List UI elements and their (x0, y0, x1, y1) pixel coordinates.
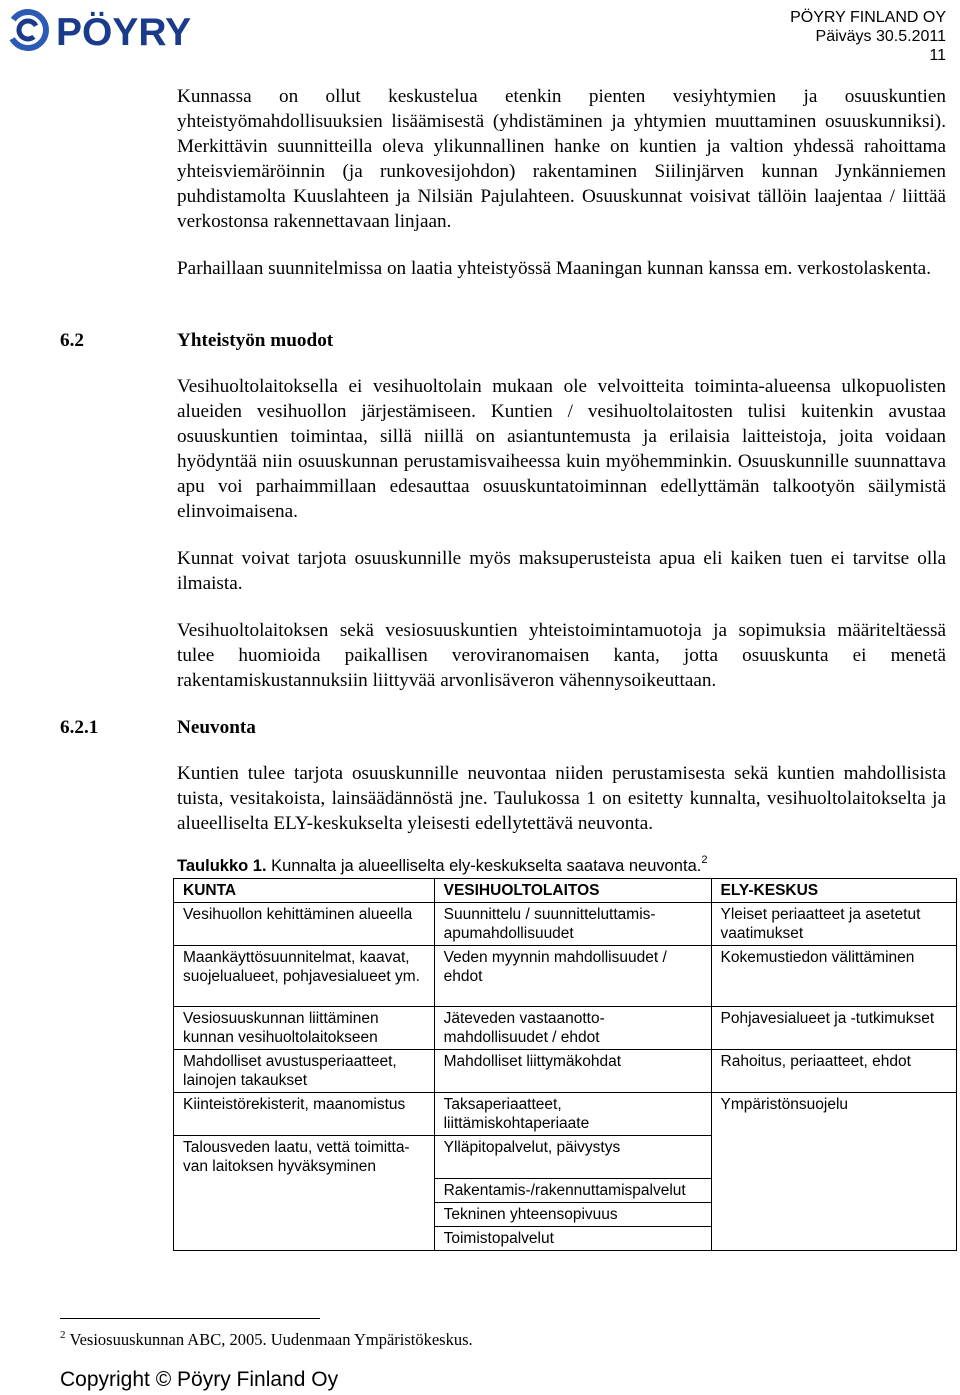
table-cell: Suunnittelu / suunnitteluttamis-apumahdollisuudet (434, 903, 711, 946)
table-cell: Jäteveden vastaanotto-mahdollisuudet / ehdot (434, 1007, 711, 1050)
poyry-logo-icon (6, 6, 246, 52)
table-row (174, 1007, 957, 1050)
table-row (174, 1226, 957, 1250)
table-cell: Toimistopalvelut (434, 1226, 711, 1250)
table-cell (711, 1202, 956, 1226)
section-number-6-2: 6.2 (60, 330, 84, 351)
table-cell: Veden myynnin mahdollisuudet / ehdot (434, 946, 711, 1007)
table-caption-label: Taulukko 1. (177, 857, 267, 875)
table-row (174, 1136, 957, 1179)
table-caption-footnote-ref: 2 (701, 854, 708, 866)
footnote-text: Vesiosuuskunnan ABC, 2005. Uudenmaan Ympäristökeskus. (69, 1330, 473, 1349)
table-cell (711, 1136, 956, 1179)
table-cell: Kiinteistörekisterit, maanomistus (174, 1093, 435, 1136)
table-cell (711, 1226, 956, 1250)
company-logo (6, 6, 246, 52)
table-cell: Talousveden laatu, vettä toimitta-van laitoksen hyväksyminen (174, 1136, 435, 1179)
table-cell (711, 1178, 956, 1202)
header-date: Päiväys 30.5.2011 (815, 28, 946, 45)
table-cell: Rahoitus, periaatteet, ehdot (711, 1050, 956, 1093)
table-row (174, 903, 957, 946)
table-cell: Vesiosuuskunnan liittäminen kunnan vesihuoltolaitokseen (174, 1007, 435, 1050)
footnote-number: 2 (60, 1329, 66, 1341)
table-cell (174, 1178, 435, 1202)
section-title-6-2-1: Neuvonta (177, 717, 256, 738)
table-caption (177, 855, 707, 877)
table-row (174, 946, 957, 1007)
table-cell: Ylläpitopalvelut, päivystys (434, 1136, 711, 1179)
table-cell (174, 1202, 435, 1226)
table-cell: Mahdolliset liittymäkohdat (434, 1050, 711, 1093)
paragraph-4: Kunnat voivat tarjota osuuskunnille myös maksuperusteista apua eli kaiken tuen ei tarvitse olla ilmaista. (177, 548, 946, 594)
paragraph-1: Kunnassa on ollut keskustelua etenkin pienten vesiyhtymien ja osuuskuntien yhteistyömahdollisuuksien lisäämisestä (yhdistäminen ja yhtymien muuttaminen osuuskunniksi). Merkittävin suunnitteilla oleva ylikunnallinen hanke on kuntien ja valtion yhdessä rahoittama yhteisviemäröinnin (ja runkovesijohdon) rakentaminen Siilinjärven kunnan Jynkänniemen puhdistamolta Kuuslahteen ja Nilsiän Pajulahteen. Osuuskunnat voisivat tällöin laajentaa / liittää verkostonsa rakennettavaan linjaan. (177, 86, 946, 232)
col-header-kunta: KUNTA (174, 879, 435, 903)
table-cell (174, 1226, 435, 1250)
paragraph-3: Vesihuoltolaitoksella ei vesihuoltolain mukaan ole velvoitteita toiminta-alueensa ulkopuolisten alueiden vesihuollon järjestämiseen. Kuntien / vesihuoltolaitosten tulisi kuitenkin avustaa osuuskuntien toimintaa, sillä niillä on asiantuntemusta ja erilaisia laitteistoja, joita voidaan hyödyntää niin osuuskunnan perustamisvaiheessa kuin myöhemminkin. Osuuskunnille suunnattava apu voi parhaimmillaan edesauttaa osuuskuntatoiminnan edellyttämän talkootyön säilymistä elinvoimaisena. (177, 376, 946, 522)
table-cell: Kokemustiedon välittäminen (711, 946, 956, 1007)
header-company: PÖYRY FINLAND OY (790, 9, 946, 26)
section-number-6-2-1: 6.2.1 (60, 717, 99, 738)
table-cell: Yleiset periaatteet ja asetetut vaatimukset (711, 903, 956, 946)
table-row (174, 1093, 957, 1136)
table-cell: Maankäyttösuunnitelmat, kaavat, suojelualueet, pohjavesialueet ym. (174, 946, 435, 1007)
svg-text:PÖYRY: PÖYRY (56, 11, 192, 52)
copyright-footer: Copyright © Pöyry Finland Oy (60, 1368, 339, 1391)
paragraph-6: Kuntien tulee tarjota osuuskunnille neuvontaa niiden perustamisesta sekä kuntien mahdollisista tuista, vesitakoista, lainsäädännöstä jne. Taulukossa 1 on esitetty kunnalta, vesihuoltolaitokselta ja alueelliselta ELY-keskukselta yleisesti edellytettävä neuvonta. (177, 763, 946, 834)
table-cell: Tekninen yhteensopivuus (434, 1202, 711, 1226)
table-row (174, 1178, 957, 1202)
col-header-vesihuoltolaitos: VESIHUOLTOLAITOS (434, 879, 711, 903)
paragraph-2: Parhaillaan suunnitelmissa on laatia yhteistyössä Maaningan kunnan kanssa em. verkostolaskenta. (177, 258, 931, 279)
advisory-table (173, 878, 957, 1251)
footnote-divider (60, 1318, 320, 1319)
paragraph-5: Vesihuoltolaitoksen sekä vesiosuuskuntien yhteistoimintamuotoja ja sopimuksia määriteltäessä tulee huomioida paikallisen veroviranomaisen kanta, jotta osuuskunta ei menetä rakentamiskustannuksiin liittyvää arvonlisäveron vähennysoikeuttaan. (177, 620, 946, 691)
table-cell: Ympäristönsuojelu (711, 1093, 956, 1136)
table-cell: Pohjavesialueet ja -tutkimukset (711, 1007, 956, 1050)
col-header-ely-keskus: ELY-KESKUS (711, 879, 956, 903)
table-header-row (174, 879, 957, 903)
table-cell: Vesihuollon kehittäminen alueella (174, 903, 435, 946)
table-row (174, 1050, 957, 1093)
table-cell: Taksaperiaatteet, liittämiskohtaperiaate (434, 1093, 711, 1136)
section-title-6-2: Yhteistyön muodot (177, 330, 334, 351)
table-cell: Rakentamis-/rakennuttamispalvelut (434, 1178, 711, 1202)
table-row (174, 1202, 957, 1226)
page-number: 11 (929, 47, 946, 64)
table-caption-text: Kunnalta ja alueelliselta ely-keskukselta saatava neuvonta. (266, 857, 702, 875)
footnote (60, 1329, 473, 1351)
table-cell: Mahdolliset avustusperiaatteet, lainojen takaukset (174, 1050, 435, 1093)
